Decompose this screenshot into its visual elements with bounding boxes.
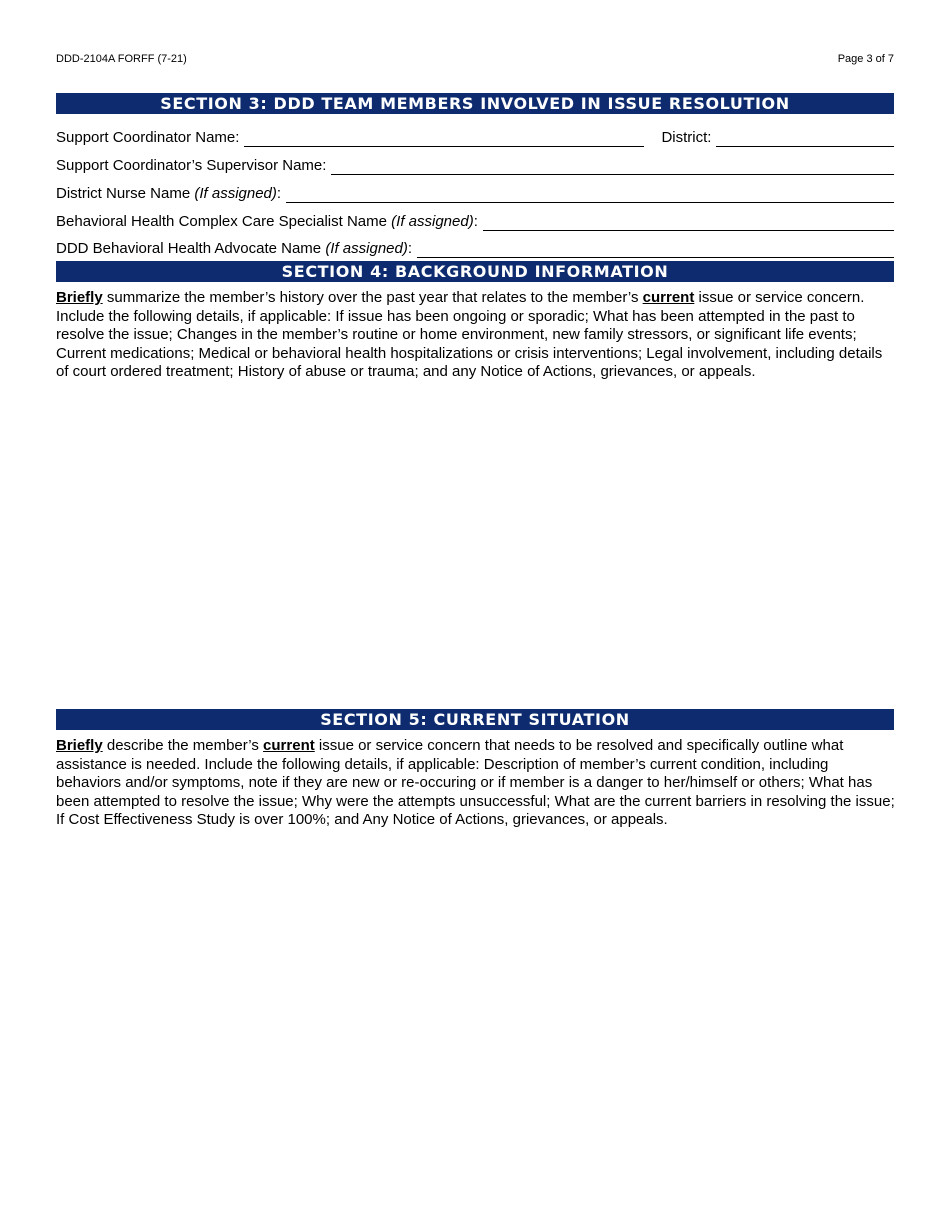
district-nurse-row	[56, 183, 894, 203]
supervisor-name-field[interactable]	[331, 160, 894, 175]
section-5-header: SECTION 5: CURRENT SITUATION	[56, 709, 894, 730]
bh-advocate-row	[56, 238, 894, 258]
district-label: District:	[661, 129, 712, 146]
bh-advocate-name-field[interactable]	[417, 243, 894, 258]
supervisor-row	[56, 155, 894, 175]
section-5-response-area[interactable]	[56, 835, 894, 1195]
page-number: Page 3 of 7	[837, 53, 894, 65]
district-field[interactable]	[716, 132, 894, 147]
support-coordinator-row	[56, 127, 894, 147]
section-4-instructions: Briefly summarize the member’s history over the past year that relates to the member’s current issue or service concern. Include the following details, if applicable: If issue has been ongoing or sporadic; What has been attempted in the past to resolve the issue; Changes in the member’s routine or home environment, new family stressors, or significant life events; Current medications; Medical or behavioral health hospitalizations or crisis interventions; Legal involvement, including details of court ordered treatment; History of abuse or trauma; and any Notice of Actions, grievances, or appeals.	[56, 289, 883, 380]
support-coordinator-label: Support Coordinator Name:	[56, 129, 240, 146]
section-4-response-area[interactable]	[56, 385, 894, 700]
form-id: DDD-2104A FORFF (7-21)	[56, 53, 187, 65]
section-3-header: SECTION 3: DDD TEAM MEMBERS INVOLVED IN ISSUE RESOLUTION	[56, 93, 894, 114]
district-nurse-label: District Nurse Name (If assigned):	[56, 185, 282, 202]
supervisor-label: Support Coordinator’s Supervisor Name:	[56, 157, 327, 174]
section-4-header: SECTION 4: BACKGROUND INFORMATION	[56, 261, 894, 282]
section-5-instructions: Briefly describe the member’s current issue or service concern that needs to be resolved and specifically outline what assistance is needed. Include the following details, if applicable: Description of member’s current condition, including behaviors and/or symptoms, note if they are new or re-occuring or if member is a danger to her/himself or others; What has been attempted to resolve the issue; Why were the attempts unsuccessful; What are the current barriers in resolving the issue; If Cost Effectiveness Study is over 100%; and Any Notice of Actions, grievances, or appeals.	[56, 737, 895, 828]
support-coordinator-name-field[interactable]	[244, 132, 644, 147]
bh-specialist-row	[56, 211, 894, 231]
district-nurse-name-field[interactable]	[286, 188, 894, 203]
bh-specialist-label: Behavioral Health Complex Care Specialist Name (If assigned):	[56, 213, 478, 230]
bh-advocate-label: DDD Behavioral Health Advocate Name (If assigned):	[56, 240, 413, 257]
bh-specialist-name-field[interactable]	[483, 216, 894, 231]
